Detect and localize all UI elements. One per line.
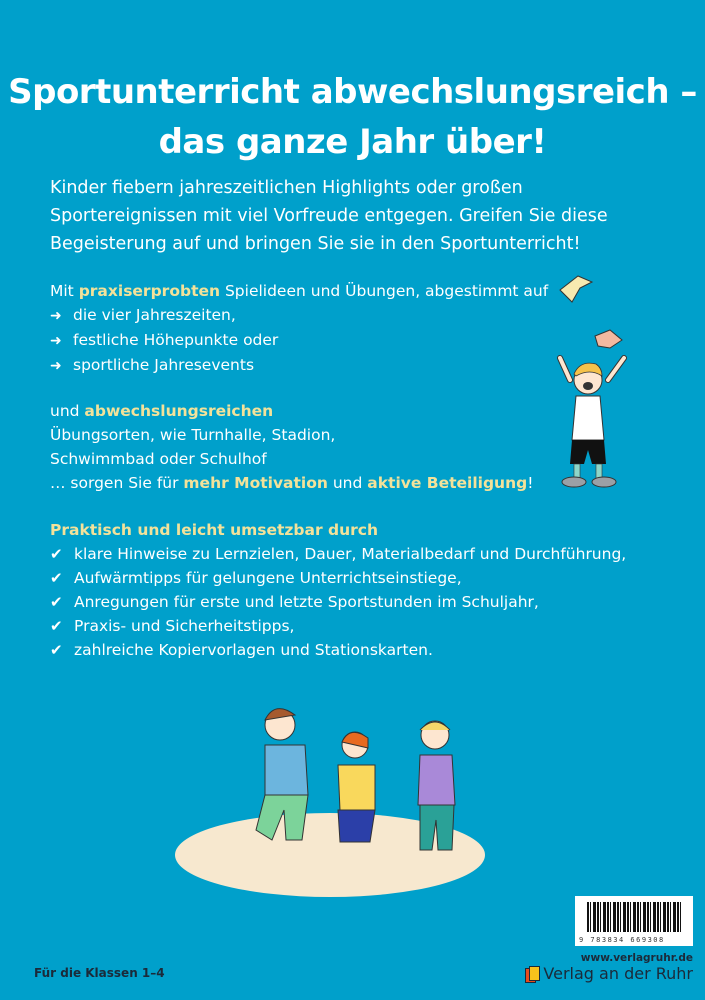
publisher-website: www.verlagruhr.de — [580, 952, 693, 964]
barcode-digits: 9 783834 669308 — [579, 936, 665, 944]
isbn-barcode — [575, 896, 693, 946]
practice-section — [50, 279, 550, 378]
arrow-right-icon: ➜ — [50, 333, 62, 349]
arrow-right-icon: ➜ — [50, 308, 62, 324]
list-item: ✔ klare Hinweise zu Lernzielen, Dauer, Materialbedarf und Durchführung, — [50, 542, 690, 566]
checkmark-icon: ✔ — [50, 569, 63, 587]
checkmark-icon: ✔ — [50, 545, 63, 563]
locations-paragraph: und abwechslungsreichen Übungsorten, wie Turnhalle, Stadion, Schwimmbad oder Schulhof — [50, 402, 336, 468]
children-on-sand-illustration — [170, 670, 490, 900]
publisher-logo-icon — [525, 966, 539, 982]
check-list — [50, 542, 690, 662]
highlight-text: mehr Motivation — [183, 474, 328, 492]
list-item: ✔ Anregungen für erste und letzte Sportstunden im Schuljahr, — [50, 590, 690, 614]
publisher-brand — [525, 964, 693, 983]
arrow-right-icon: ➜ — [50, 358, 62, 374]
features-section — [50, 518, 690, 662]
arrow-list — [50, 303, 550, 378]
highlight-text: praxiserprobten — [78, 282, 221, 300]
checkmark-icon: ✔ — [50, 641, 63, 659]
list-item: ✔ Praxis- und Sicherheitstipps, — [50, 614, 690, 638]
intro-paragraph: Kinder fiebern jahreszeitlichen Highlights oder großen Sportereignissen mit viel Vorfreude entgegen. Greifen Sie diese Begeisterung auf und bringen Sie sie in den Sportunterricht! — [50, 178, 608, 254]
highlight-text: abwechslungsreichen — [84, 402, 274, 420]
jumping-boy-illustration — [540, 268, 640, 508]
grade-label: Für die Klassen 1–4 — [34, 966, 165, 980]
checkmark-icon: ✔ — [50, 617, 63, 635]
list-item: ➜ festliche Höhepunkte oder — [50, 328, 550, 353]
title-line-2: das ganze Jahr über! — [158, 121, 547, 162]
highlight-text: aktive Beteiligung — [367, 474, 528, 492]
barcode-bars — [587, 902, 682, 932]
list-item: ➜ sportliche Jahresevents — [50, 353, 550, 378]
practice-intro: Mit praxiserprobten Spielideen und Übungen, abgestimmt auf — [50, 282, 549, 300]
checkmark-icon: ✔ — [50, 593, 63, 611]
list-item: ✔ zahlreiche Kopiervorlagen und Stationskarten. — [50, 638, 690, 662]
list-item: ➜ die vier Jahreszeiten, — [50, 303, 550, 328]
publisher-name: Verlag an der Ruhr — [543, 964, 693, 983]
features-heading: Praktisch und leicht umsetzbar durch — [50, 521, 379, 539]
title-line-1: Sportunterricht abwechslungsreich – — [8, 71, 697, 112]
page-title — [0, 67, 705, 167]
motivation-paragraph: … sorgen Sie für mehr Motivation und aktive Beteiligung! — [50, 474, 534, 492]
list-item: ✔ Aufwärmtipps für gelungene Unterrichtseinstiege, — [50, 566, 690, 590]
